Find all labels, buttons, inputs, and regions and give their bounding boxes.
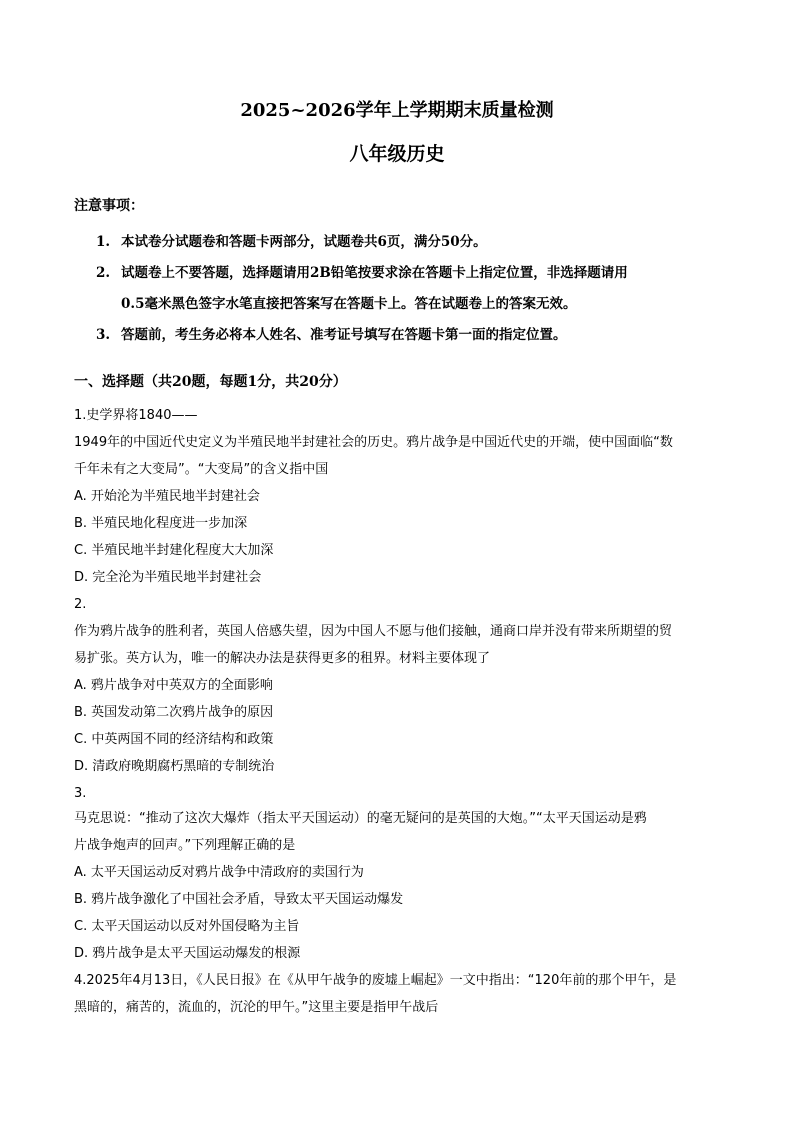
option-c: C. 中英两国不同的经济结构和政策 [74,732,274,747]
option-a: A. 太平天国运动反对鸦片战争中清政府的卖国行为 [74,865,364,880]
notice-heading: 注意事项： [74,198,144,214]
question-4-line [74,972,676,990]
question-number: 3. [74,786,87,801]
notice-item-text: 试题卷上不要答题，选择题请用2B铅笔按要求涂在答题卡上指定位置，非选择题请用 [121,265,628,281]
question-stem: 黑暗的，痛苦的，流血的，沉沦的甲午。”这里主要是指甲午战后 [74,1000,439,1015]
notice-item-number: 2. [96,265,111,281]
option-c: C. 半殖民地半封建化程度大大加深 [74,543,274,558]
question-stem: 1949年的中国近代史定义为半殖民地半封建社会的历史。鸦片战争是中国近代史的开端，使中国面临“数 [74,435,673,450]
question-number: 1. [74,408,87,423]
notice-item-number: 1. [96,234,111,250]
question-stem: 马克思说：“推动了这次大爆炸（指太平天国运动）的毫无疑问的是英国的大炮。”“太平天国运动是鸦 [74,811,647,826]
notice-item-number: 3. [96,327,111,343]
notice-item-text: 本试卷分试题卷和答题卡两部分，试题卷共6页，满分50分。 [121,234,487,250]
exam-subtitle: 八年级历史 [349,143,445,165]
option-a: A. 开始沦为半殖民地半封建社会 [74,489,260,504]
option-b: B. 半殖民地化程度进一步加深 [74,516,248,531]
notice-item-text: 答题前，考生务必将本人姓名、准考证号填写在答题卡第一面的指定位置。 [121,327,567,343]
question-number: 2. [74,597,87,612]
option-c: C. 太平天国运动以反对外国侵略为主旨 [74,919,300,934]
option-d: D. 鸦片战争是太平天国运动爆发的根源 [74,946,301,961]
question-stem: 千年未有之大变局”。“大变局”的含义指中国 [74,462,329,477]
option-b: B. 英国发动第二次鸦片战争的原因 [74,705,274,720]
option-b: B. 鸦片战争激化了中国社会矛盾，导致太平天国运动爆发 [74,892,404,907]
question-stem: 易扩张。英方认为，唯一的解决办法是获得更多的租界。材料主要体现了 [74,651,491,666]
question-1-line [74,407,198,425]
question-stem: 史学界将1840—— [86,408,198,423]
question-stem: 2025年4月13日，《人民日报》在《从甲午战争的废墟上崛起》一文中指出：“120年前的那个甲午，是 [86,973,677,988]
option-d: D. 完全沦为半殖民地半封建社会 [74,570,262,585]
question-stem: 作为鸦片战争的胜利者，英国人倍感失望，因为中国人不愿与他们接触，通商口岸并没有带来所期望的贸 [74,624,673,639]
option-a: A. 鸦片战争对中英双方的全面影响 [74,678,273,693]
exam-title: 2025~2026学年上学期期末质量检测 [240,100,554,121]
option-d: D. 清政府晚期腐朽黑暗的专制统治 [74,759,275,774]
notice-item-text: 0.5毫米黑色签字水笔直接把答案写在答题卡上。答在试题卷上的答案无效。 [121,296,577,312]
question-stem: 片战争炮声的回声。”下列理解正确的是 [74,838,296,853]
section-heading: 一、选择题（共20题，每题1分，共20分） [74,374,347,390]
question-number: 4. [74,973,87,988]
